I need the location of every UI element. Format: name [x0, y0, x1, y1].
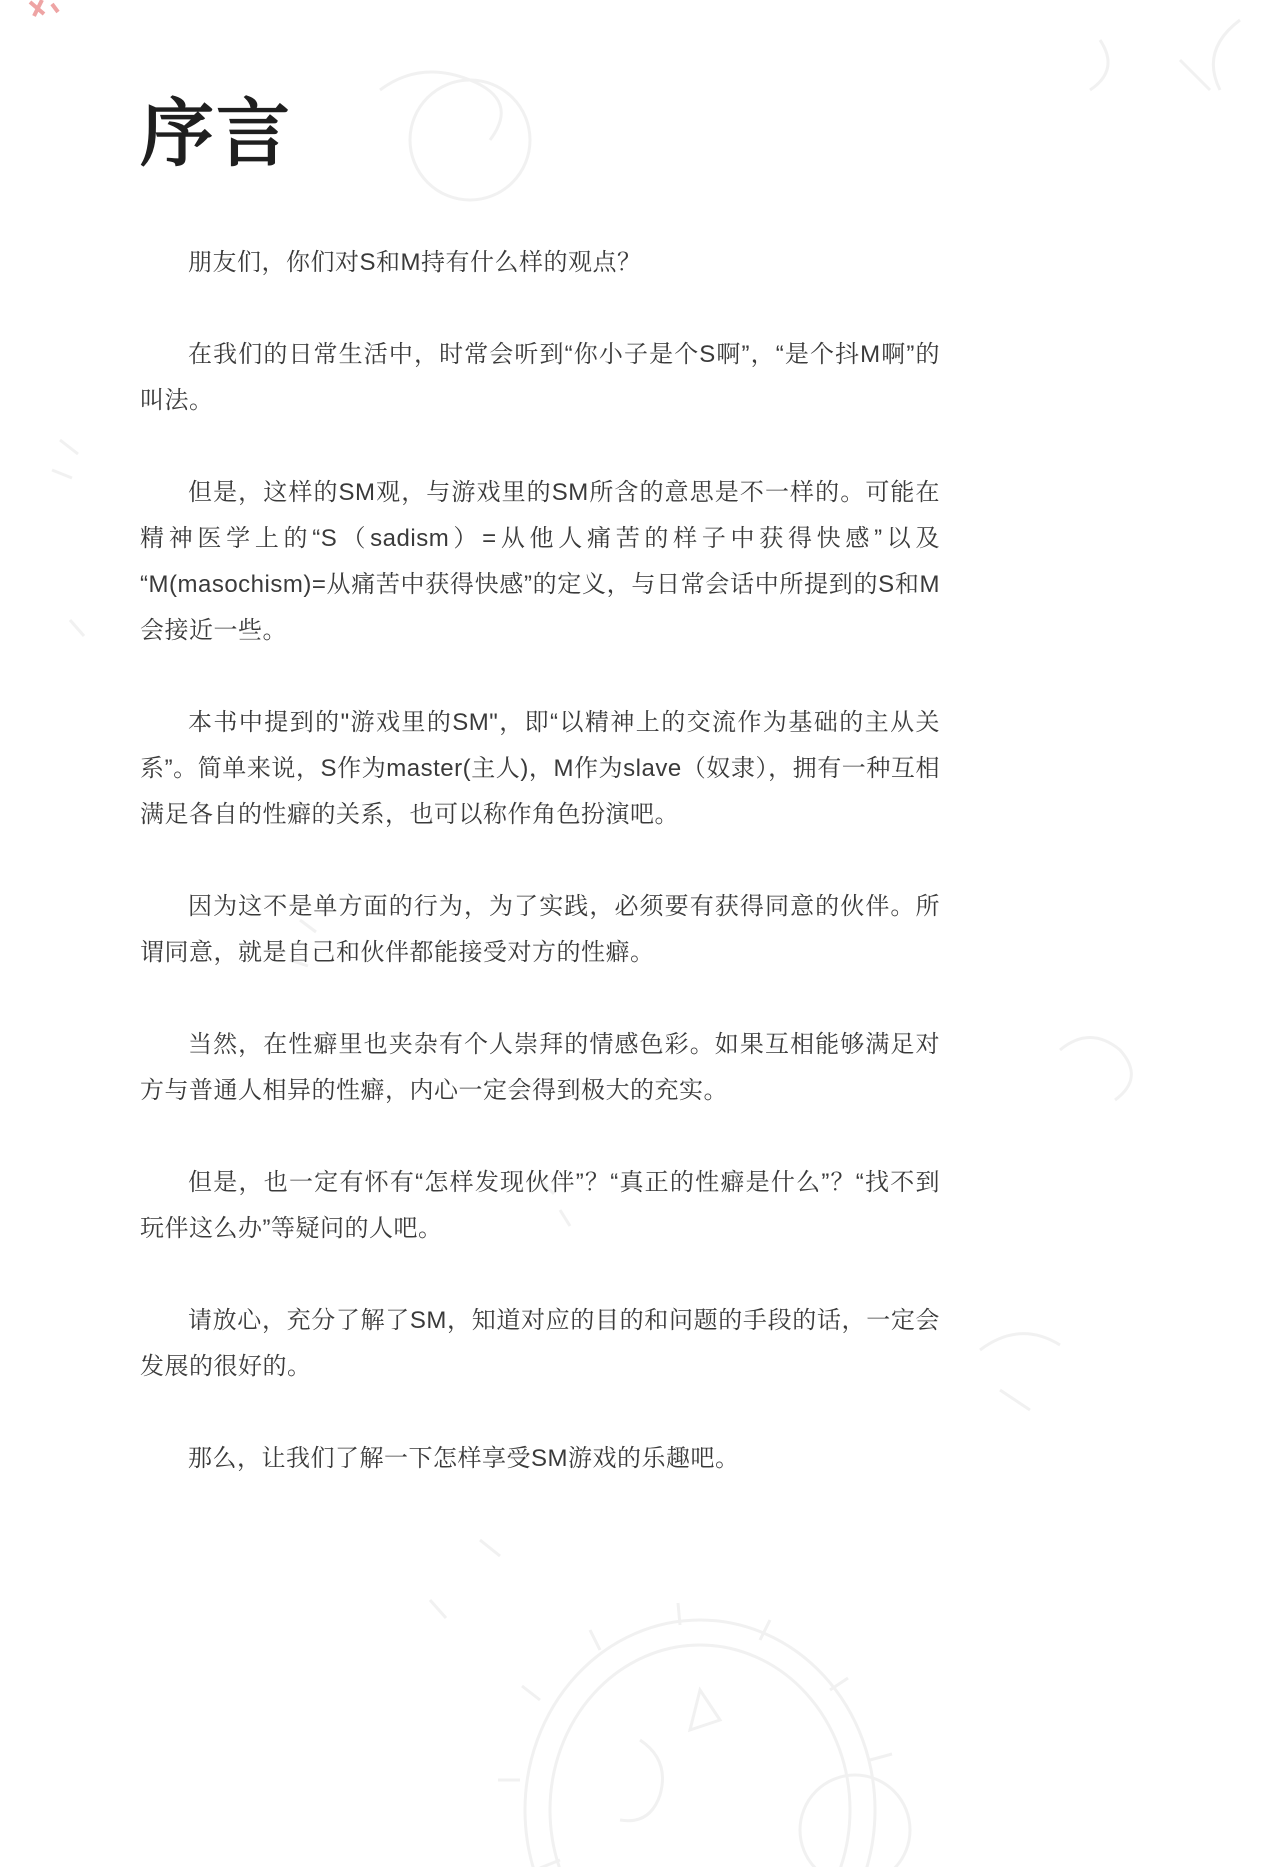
document-body — [140, 86, 940, 1528]
page-title: 序言 — [140, 92, 292, 175]
paragraph: 朋友们，你们对S和M持有什么样的观点？ — [188, 249, 642, 277]
corner-scribble-mark — [30, 0, 58, 16]
paragraph: 请放心，充分了解了SM，知道对应的目的和问题的手段的话，一定会发展的很好的。 — [140, 1307, 940, 1381]
paragraph: 那么，让我们了解一下怎样享受SM游戏的乐趣吧。 — [188, 1445, 740, 1473]
paragraph: 因为这不是单方面的行为，为了实践，必须要有获得同意的伙伴。所谓同意，就是自己和伙伴都能接受对方的性癖。 — [140, 893, 940, 967]
paragraph: 本书中提到的"游戏里的SM"，即“以精神上的交流作为基础的主从关系”。简单来说，S作为master(主人)，M作为slave（奴隶），拥有一种互相满足各自的性癖的关系，也可以称作角色扮演吧。 — [140, 709, 940, 829]
paragraph: 当然，在性癖里也夹杂有个人崇拜的情感色彩。如果互相能够满足对方与普通人相异的性癖，内心一定会得到极大的充实。 — [140, 1031, 940, 1105]
paragraph: 但是，也一定有怀有“怎样发现伙伴”？“真正的性癖是什么”？“找不到玩伴这么办”等疑问的人吧。 — [140, 1169, 940, 1243]
paragraph: 在我们的日常生活中，时常会听到“你小子是个S啊”，“是个抖M啊”的叫法。 — [140, 341, 940, 415]
paragraph: 但是，这样的SM观，与游戏里的SM所含的意思是不一样的。可能在精神医学上的“S（sadism）=从他人痛苦的样子中获得快感”以及“M(masochism)=从痛苦中获得快感”的定义，与日常会话中所提到的S和M会接近一些。 — [140, 479, 940, 645]
